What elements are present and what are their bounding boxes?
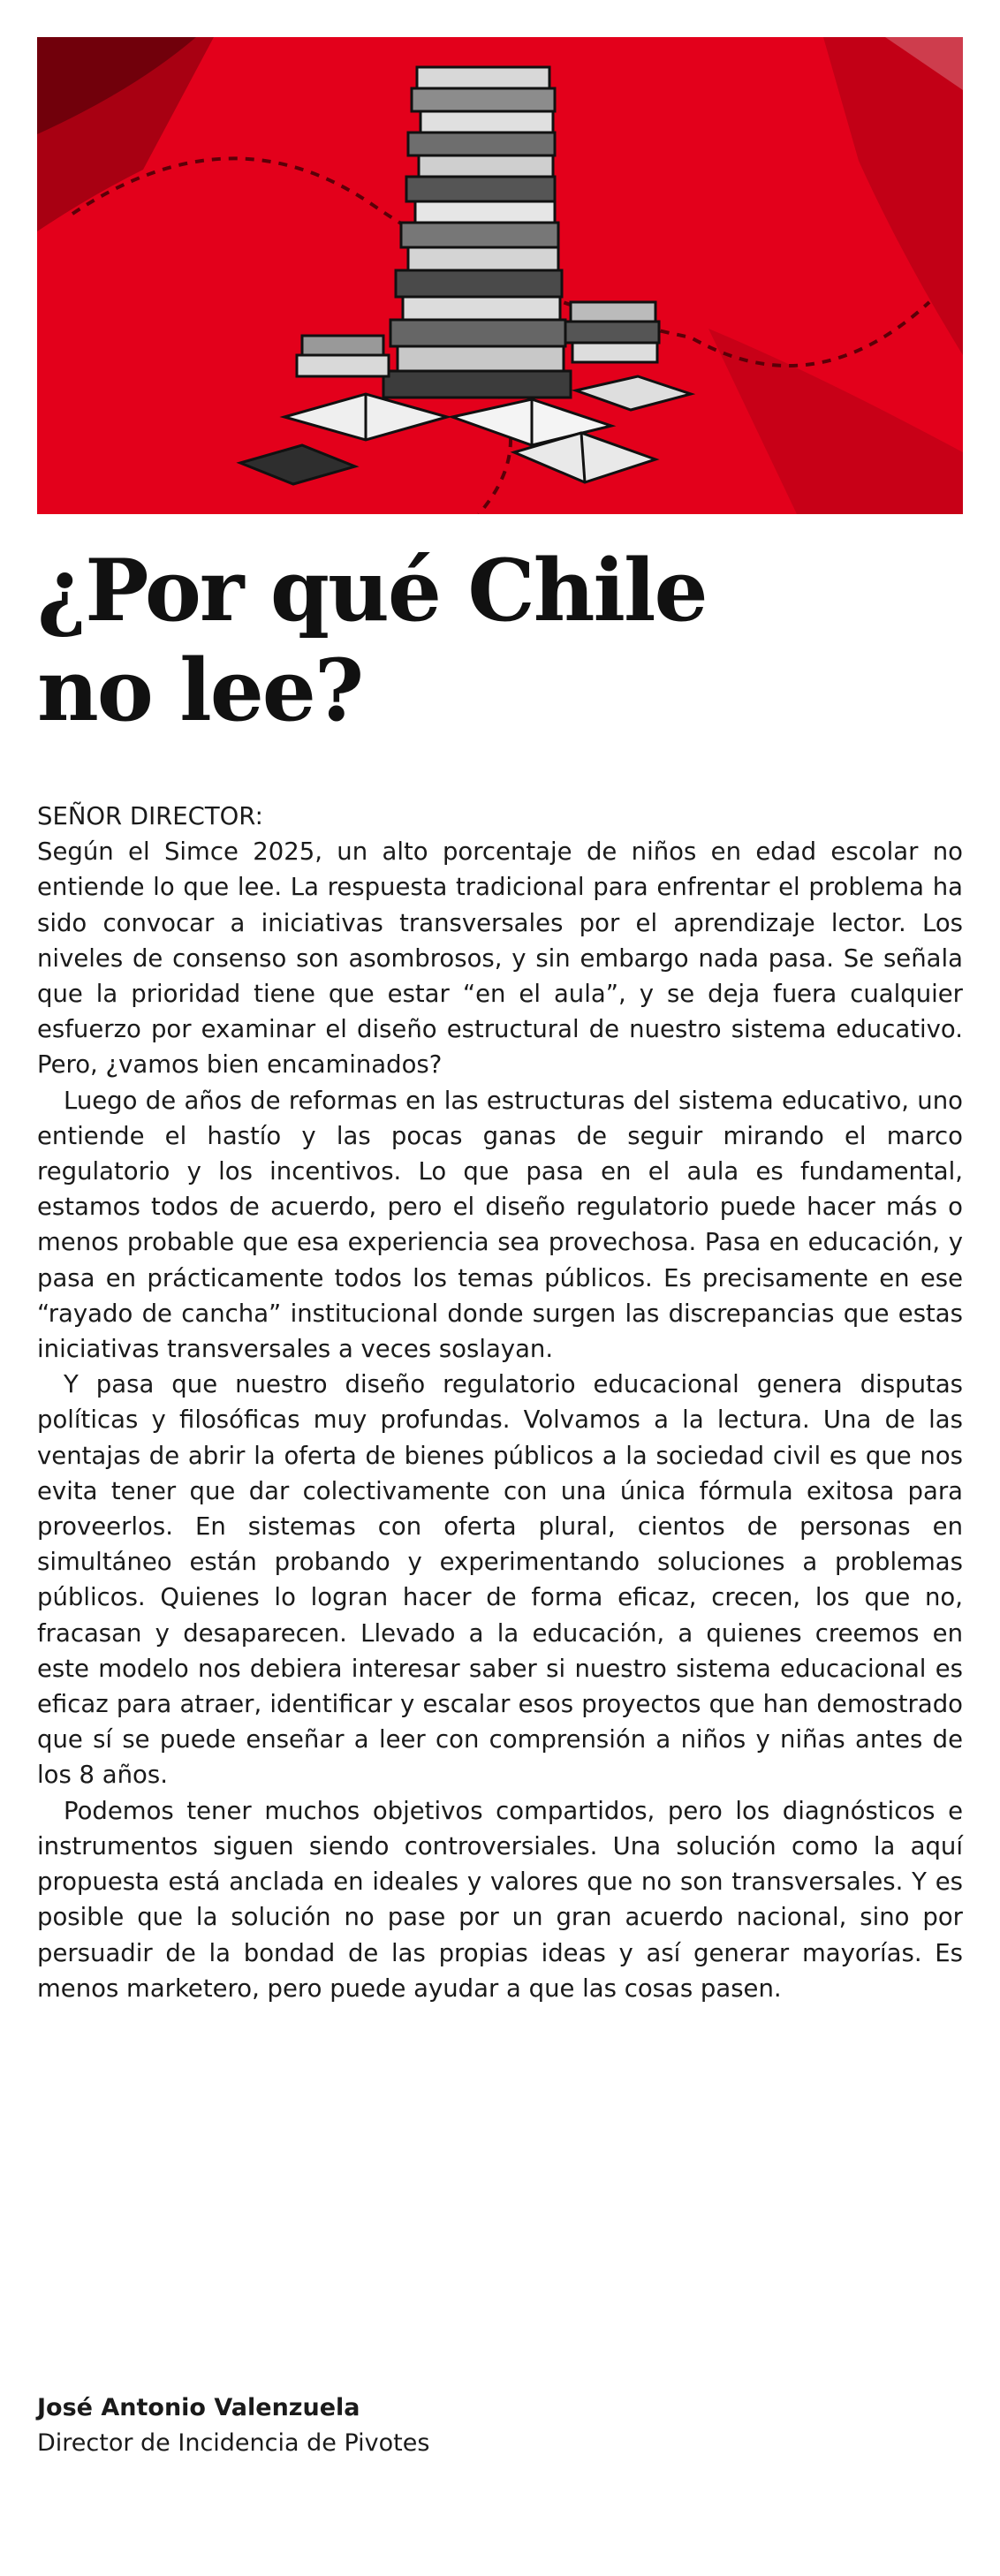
author-role: Director de Incidencia de Pivotes (37, 2429, 430, 2457)
paragraph-2: Luego de años de reformas en las estructuras del sistema educativo, uno entiende el hastío y las pocas ganas de seguir mirando el marco regulatorio y los incentivos. Lo que pasa en el aula es fundamental, estamos todos de acuerdo, pero el diseño regulatorio puede hacer más o menos probable que esa experiencia sea provechosa. Pasa en educación, y pasa en prácticamente todos los temas públicos. Es precisamente en ese “rayado de cancha” institucional donde surgen las discrepancias que estas iniciativas transversales a veces soslayan. (37, 1086, 963, 1364)
salutation: SEÑOR DIRECTOR: (37, 802, 263, 830)
header-illustration (37, 37, 963, 514)
paragraph-3: Y pasa que nuestro diseño regulatorio educacional genera disputas políticas y filosóficas muy profundas. Volvamos a la lectura. Una de las ventajas de abrir la oferta de bienes públicos a la sociedad civil es que nos evita tener que dar colectivamente con una única fórmula exitosa para proveerlos. En sistemas con oferta plural, cientos de personas en simultáneo están probando y experimentando soluciones a problemas públicos. Quienes lo logran hacer de forma eficaz, crecen, los que no, fracasan y desaparecen. Llevado a la educación, a quienes creemos en este modelo nos debiera interesar saber si nuestro sistema educacional es eficaz para atraer, identificar y escalar esos proyectos que han demostrado que sí se puede enseñar a leer con comprensión a niños y niñas antes de los 8 años. (37, 1370, 963, 1790)
headline-line-2: no lee? (37, 640, 363, 740)
letter-body (37, 799, 963, 2006)
headline-line-1: ¿Por qué Chile (37, 541, 707, 640)
headline (37, 541, 963, 740)
signature (37, 2390, 963, 2461)
paragraph-1: Según el Simce 2025, un alto porcentaje de niños en edad escolar no entiende lo que lee. La respuesta tradicional para enfrentar el problema ha sido convocar a iniciativas transversales por el aprendizaje lector. Los niveles de consenso son asombrosos, y sin embargo nada pasa. Se señala que la prioridad tiene que estar “en el aula”, y se deja fuera cualquier esfuerzo por examinar el diseño estructural de nuestro sistema educativo. Pero, ¿vamos bien encaminados? (37, 837, 963, 1080)
paragraph-4: Podemos tener muchos objetivos compartidos, pero los diagnósticos e instrumentos siguen siendo controversiales. Una solución como la aquí propuesta está anclada en ideales y valores que no son transversales. Y es posible que la solución no pase por un gran acuerdo nacional, sino por persuadir de la bondad de las propias ideas y así generar mayorías. Es menos marketero, pero puede ayudar a que las cosas pasen. (37, 1796, 963, 2003)
stack-of-books-icon (37, 37, 963, 514)
author-name: José Antonio Valenzuela (37, 2394, 360, 2421)
